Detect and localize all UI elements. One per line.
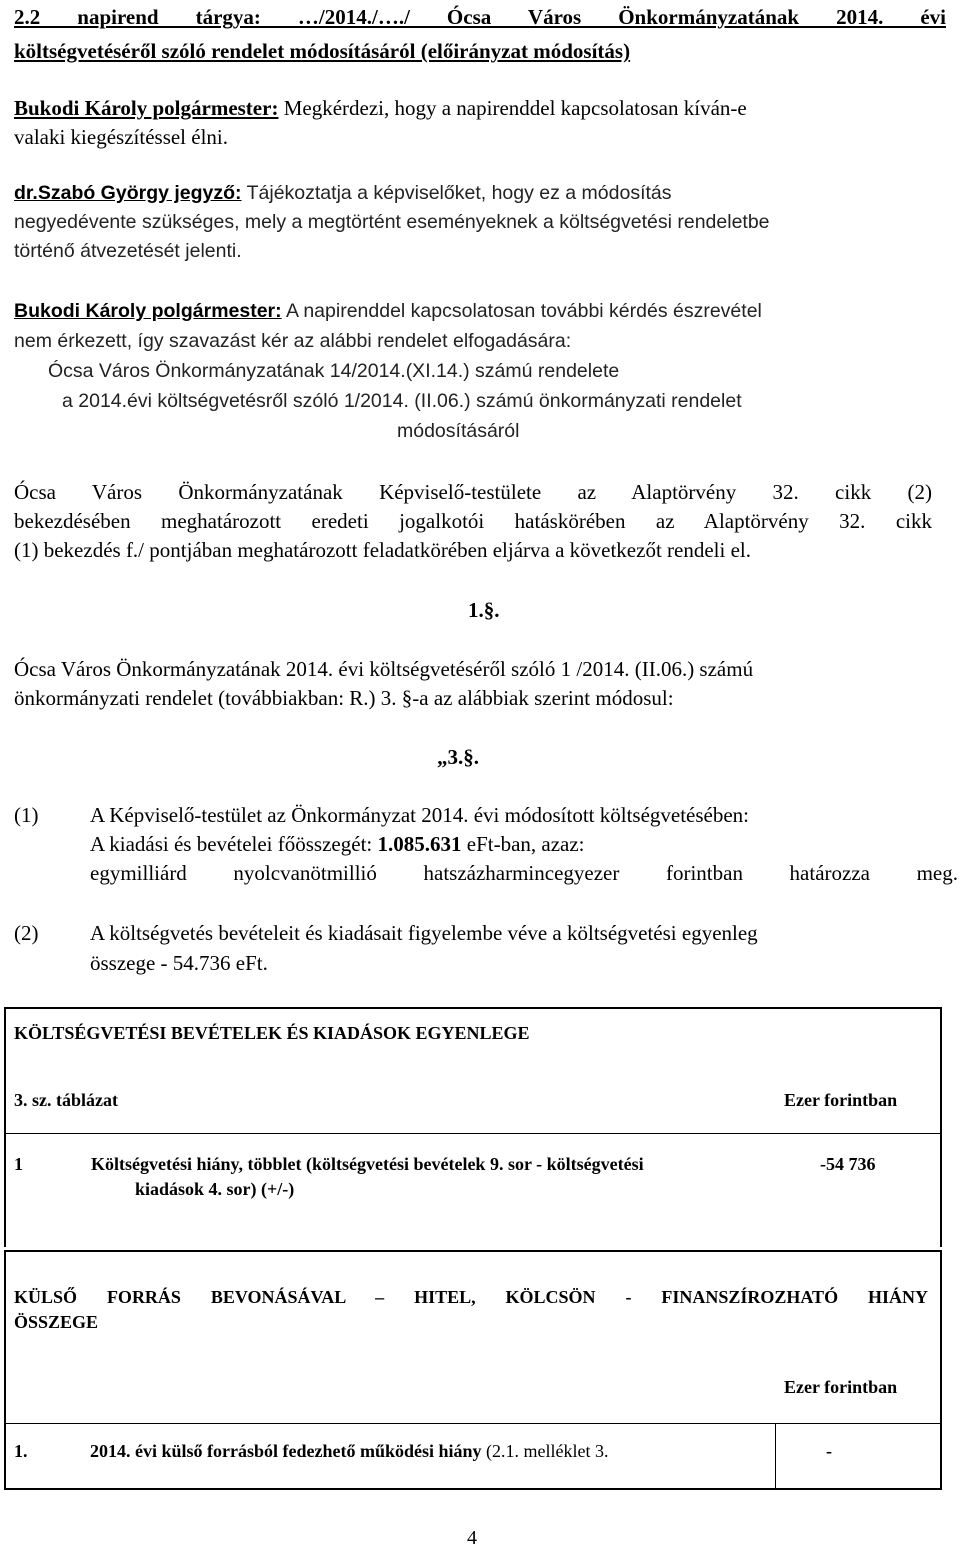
total-amount: 1.085.631 <box>377 832 462 856</box>
table-title: ÖSSZEGE <box>14 1312 99 1332</box>
table-row-value: - <box>826 1441 832 1461</box>
table-border <box>4 1423 942 1424</box>
speaker-name: Bukodi Károly polgármester: <box>14 96 279 120</box>
page-number: 4 <box>467 1527 477 1549</box>
point1-number: (1) <box>14 803 39 827</box>
table-border <box>775 1423 776 1489</box>
decree-line3: módosításáról <box>397 420 520 442</box>
table-border <box>4 1133 942 1134</box>
table-border <box>4 1007 6 1247</box>
para2-text: Tájékoztatja a képviselőket, hogy ez a módosítás <box>241 182 672 204</box>
para2-line3: történő átvezetését jelenti. <box>14 240 242 262</box>
table-caption: 3. sz. táblázat <box>14 1090 118 1110</box>
decree-line1: Ócsa Város Önkormányzatának 14/2014.(XI.14.) számú rendelete <box>48 360 620 382</box>
table-row-label-normal: (2.1. melléklet 3. <box>481 1441 609 1461</box>
point1-line2-text: A kiadási és bevételei főösszegét: <box>90 832 378 856</box>
table-border <box>4 1250 942 1252</box>
table-unit: Ezer forintban <box>784 1377 898 1397</box>
table-border <box>4 1488 942 1490</box>
table-border <box>940 1007 942 1247</box>
section1-line2: önkormányzati rendelet (továbbiakban: R.) 3. §-a az alábbiak szerint módosul: <box>14 686 674 710</box>
section1-number: 1.§. <box>468 598 500 622</box>
para2-line2: negyedévente szükséges, mely a megtörtént eseményeknek a költségvetési rendeletbe <box>14 211 770 233</box>
para1-line2: valaki kiegészítéssel élni. <box>14 125 229 149</box>
item-heading-line1: 2.2 napirend tárgya: …/2014./…./ Ócsa Város Önkormányzatának 2014. évi <box>14 5 946 29</box>
para3-line1 <box>14 302 762 322</box>
item-heading-line2: költségvetéséről szóló rendelet módosításáról (előirányzat módosítás) <box>14 39 631 63</box>
table-border <box>4 1007 942 1009</box>
point2-line2: összege - 54.736 eFt. <box>90 951 268 975</box>
point1-line2-unit: eFt-ban, azaz: <box>461 832 585 856</box>
point2-number: (2) <box>14 921 39 945</box>
table-border <box>4 1250 6 1490</box>
table-row-label <box>90 1442 609 1460</box>
table-row-label: kiadások 4. sor) (+/-) <box>135 1179 295 1199</box>
para3-line2: nem érkezett, így szavazást kér az alábbi rendelet elfogadására: <box>14 330 572 352</box>
table-row-number: 1 <box>14 1154 23 1174</box>
speaker-name: Bukodi Károly polgármester: <box>14 300 282 322</box>
table-row-label: Költségvetési hiány, többlet (költségvetési bevételek 9. sor - költségvetési <box>91 1154 644 1174</box>
para2-line1 <box>14 184 672 204</box>
para1-line1 <box>14 98 747 119</box>
point1-line2 <box>90 834 585 855</box>
table-row-value: -54 736 <box>820 1154 876 1174</box>
point1-line1: A Képviselő-testület az Önkormányzat 2014. évi módosított költségvetésében: <box>90 803 750 827</box>
preamble-line3: (1) bekezdés f./ pontjában meghatározott feladatkörében eljárva a következőt rendeli el. <box>14 538 751 562</box>
table-row-label-bold: 2014. évi külső forrásból fedezhető működési hiány <box>90 1441 482 1461</box>
preamble-line1: Ócsa Város Önkormányzatának Képviselő-testülete az Alaptörvény 32. cikk (2) <box>14 480 932 504</box>
table-row-number: 1. <box>14 1441 28 1461</box>
speaker-name: dr.Szabó György jegyző: <box>14 182 242 204</box>
table-unit: Ezer forintban <box>784 1090 898 1110</box>
point1-line3: egymilliárd nyolcvanötmillió hatszázharmincegyezer forintban határozza meg. <box>90 861 958 885</box>
point2-line1: A költségvetés bevételeit és kiadásait figyelembe véve a költségvetési egyenleg <box>90 921 758 945</box>
decree-line2: a 2014.évi költségvetésről szóló 1/2014. (II.06.) számú önkormányzati rendelet <box>62 390 742 412</box>
section1-line1: Ócsa Város Önkormányzatának 2014. évi költségvetéséről szóló 1 /2014. (II.06.) számú <box>14 657 754 681</box>
table-title: KÜLSŐ FORRÁS BEVONÁSÁVAL – HITEL, KÖLCSÖN - FINANSZÍROZHATÓ HIÁNY <box>14 1287 928 1307</box>
section3-number: „3.§. <box>437 745 479 769</box>
table-border <box>940 1250 942 1490</box>
para1-text: Megkérdezi, hogy a napirenddel kapcsolatosan kíván-e <box>278 96 747 120</box>
preamble-line2: bekezdésében meghatározott eredeti jogalkotói hatáskörében az Alaptörvény 32. cikk <box>14 509 932 533</box>
table-title: KÖLTSÉGVETÉSI BEVÉTELEK ÉS KIADÁSOK EGYENLEGE <box>14 1023 530 1043</box>
para3-text: A napirenddel kapcsolatosan további kérdés észrevétel <box>281 300 762 322</box>
